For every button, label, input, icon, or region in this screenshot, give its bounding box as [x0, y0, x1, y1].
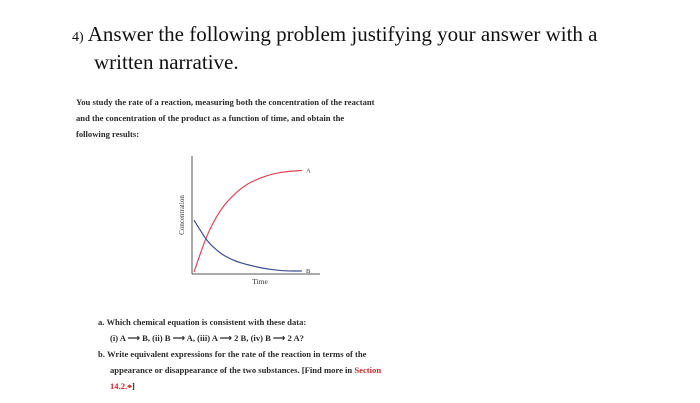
question-b-label: b. — [98, 349, 105, 359]
question-b-line2 — [98, 362, 498, 378]
question-a-options: (i) A ⟶ B, (ii) B ⟶ A, (iii) A ⟶ 2 B, (iv) B ⟶ 2 A? — [110, 333, 304, 343]
series-label-a: A — [306, 167, 311, 175]
question-b-line3 — [98, 378, 498, 394]
problem-heading-line2: written narrative. — [94, 50, 239, 74]
y-axis-label: Concentration — [178, 195, 186, 235]
intro-paragraph — [76, 94, 476, 142]
concentration-time-chart — [170, 150, 340, 290]
question-a — [98, 314, 498, 330]
question-a-label: a. — [98, 317, 105, 327]
intro-line-1: You study the rate of a reaction, measuring both the concentration of the reactant — [76, 97, 375, 107]
question-a-text: Which chemical equation is consistent with these data: — [106, 317, 307, 327]
media-icon: ⌖ — [127, 381, 133, 391]
question-b — [98, 346, 498, 362]
problem-number: 4) — [72, 30, 84, 45]
intro-line-3: following results: — [76, 129, 140, 139]
series-layer — [194, 167, 311, 275]
problem-heading-line1 — [72, 22, 672, 50]
problem-heading — [72, 22, 672, 75]
question-b-text-line1: Write equivalent expressions for the rate of the reaction in terms of the — [106, 349, 367, 359]
series-line-a — [194, 170, 302, 272]
questions-section — [98, 314, 498, 394]
x-axis-label: Time — [252, 277, 268, 286]
intro-line-2: and the concentration of the product as a function of time, and obtain the — [76, 113, 345, 123]
question-b-suffix: ] — [132, 381, 135, 391]
section-link-part1[interactable]: Section — [354, 365, 382, 375]
section-link-part2[interactable]: 14.2. — [110, 381, 128, 391]
question-b-text-line2: appearance or disappearance of the two substances. [Find more in — [110, 365, 355, 375]
problem-heading-text1: Answer the following problem justifying your answer with a — [87, 22, 598, 46]
series-label-b: B — [306, 267, 311, 275]
